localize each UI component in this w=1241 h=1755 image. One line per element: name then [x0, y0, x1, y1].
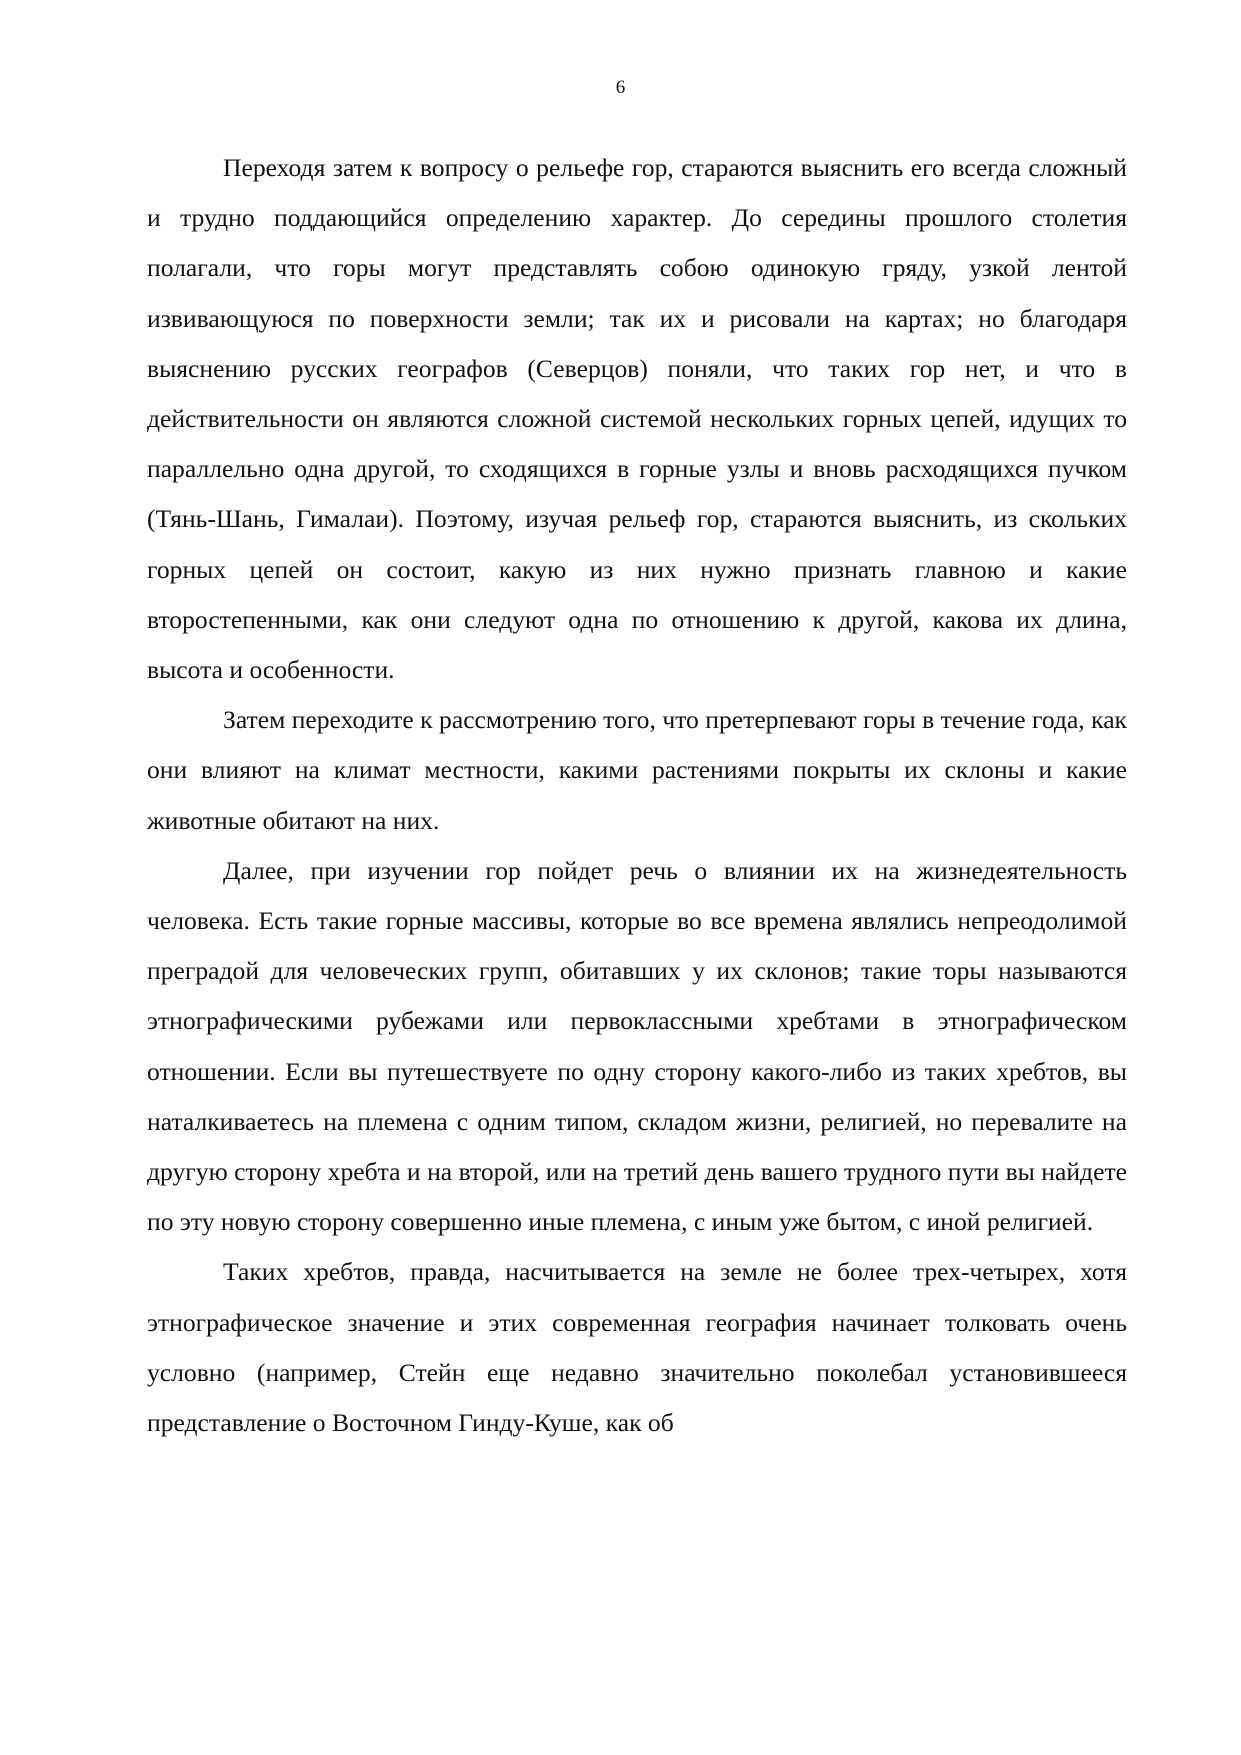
page-number: 6: [615, 77, 626, 98]
paragraph-ridges: Таких хребтов, правда, насчитывается на земле не более трех-четырех, хотя этнографическое значение и этих современная география начинает толковать очень условно (например, Стейн еще недавно значительно поколебал установившееся представление о Восточном Гинду-Куше, как об: [147, 1257, 1127, 1438]
paragraph-relief: Переходя затем к вопросу о рельефе гор, стараются выяснить его всегда сложный и трудно поддающийся определению характер. До середины прошлого столетия полагали, что горы могут представлять собою одинокую гряду, узкой лентой извивающуюся по поверхности земли; так их и рисовали на картах; но благодаря выяснению русских географов (Северцов) поняли, что таких гор нет, и что в действительности он являются сложной системой нескольких горных цепей, идущих то параллельно одна другой, то сходящихся в горные узлы и вновь расходящихся пучком (Тянь-Шань, Гималаи). Поэтому, изучая рельеф гор, стараются выяснить, из скольких горных цепей он состоит, какую из них нужно признать главною и какие второстепенными, как они следуют одна по отношению к другой, какова их длина, высота и особенности.: [147, 153, 1127, 685]
body-text: [147, 143, 1127, 1448]
paragraph-human-life: Далее, при изучении гор пойдет речь о влиянии их на жизнедеятельность человека. Есть такие горные массивы, которые во все времена являлись непреодолимой преградой для человеческих групп, обитавших у их склонов; такие торы называются этнографическими рубежами или первоклассными хребтами в этнографическом отношении. Если вы путешествуете по одну сторону какого-либо из таких хребтов, вы наталкиваетесь на племена с одним типом, складом жизни, религией, но перевалите на другую сторону хребта и на второй, или на третий день вашего трудного пути вы найдете по эту новую сторону совершенно иные племена, с иным уже бытом, с иной религией.: [147, 855, 1127, 1237]
paragraph-seasons: Затем переходите к рассмотрению того, что претерпевают горы в течение года, как они влияют на климат местности, какими растениями покрыты их склоны и какие животные обитают на них.: [147, 705, 1127, 835]
